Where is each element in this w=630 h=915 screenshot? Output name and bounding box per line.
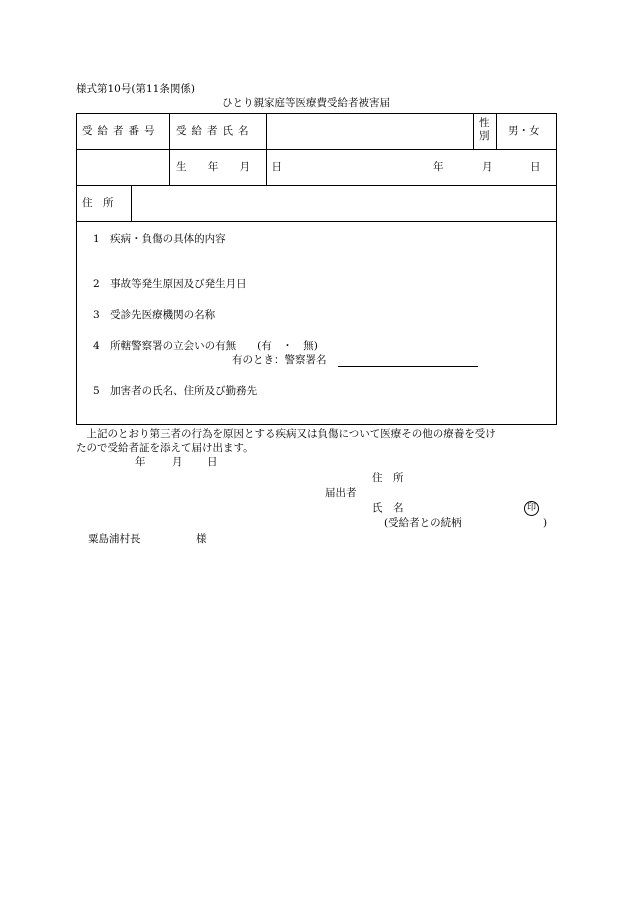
item-4-police-presence: 4 所轄警察署の立会いの有無 (有 ・ 無) [93, 340, 318, 352]
birthdate-year[interactable]: 年 [433, 161, 444, 173]
item-3-medical-institution: 3 受診先医療機関の名称 [93, 309, 216, 321]
item-2-cause-and-date: 2 事故等発生原因及び発生月日 [93, 278, 247, 290]
recipient-name-field[interactable] [268, 115, 472, 148]
police-station-field[interactable] [338, 366, 478, 367]
recipient-number-field[interactable] [78, 151, 168, 184]
sex-label-bottom: 別 [479, 130, 490, 142]
item-1-injury-details: 1 疾病・負傷の具体的内容 [93, 233, 226, 245]
notifier-label: 届出者 [325, 487, 357, 499]
relationship-label: (受給者との続柄 [384, 517, 462, 529]
item-5-assailant-info: 5 加害者の氏名、住所及び勤務先 [93, 385, 258, 397]
birthdate-day[interactable]: 日 [530, 161, 541, 173]
address-label: 住 所 [82, 197, 114, 209]
statement-date-year[interactable]: 年 [135, 456, 146, 468]
birthdate-month[interactable]: 月 [482, 161, 493, 173]
notifier-name-label: 氏 名 [372, 502, 404, 514]
notifier-address-label: 住 所 [372, 472, 404, 484]
seal-icon: 印 [524, 501, 539, 516]
sex-options[interactable]: 男・女 [508, 125, 540, 137]
sex-label-top: 性 [479, 117, 490, 129]
birthdate-label: 生 年 月 日 [176, 161, 292, 173]
recipient-number-label: 受給者番号 [82, 125, 160, 137]
addressee-mayor: 粟島浦村長 [88, 533, 141, 545]
recipient-name-label: 受給者氏名 [176, 125, 254, 137]
form-number: 様式第10号(第11条関係) [76, 83, 195, 95]
statement-date-month[interactable]: 月 [172, 456, 183, 468]
statement-date-day[interactable]: 日 [207, 456, 218, 468]
statement-line-2: たので受給者証を添えて届け出ます。 [76, 442, 254, 454]
relationship-close: ) [543, 517, 548, 529]
address-field[interactable] [133, 187, 555, 220]
addressee-honorific: 様 [196, 533, 207, 545]
form-title: ひとり親家庭等医療費受給者被害届 [222, 97, 390, 109]
statement-line-1: 上記のとおり第三者の行為を原因とする疾病又は負傷について医療その他の療養を受け [76, 428, 496, 440]
police-station-prompt: 有のとき：警察署名 [232, 354, 327, 366]
